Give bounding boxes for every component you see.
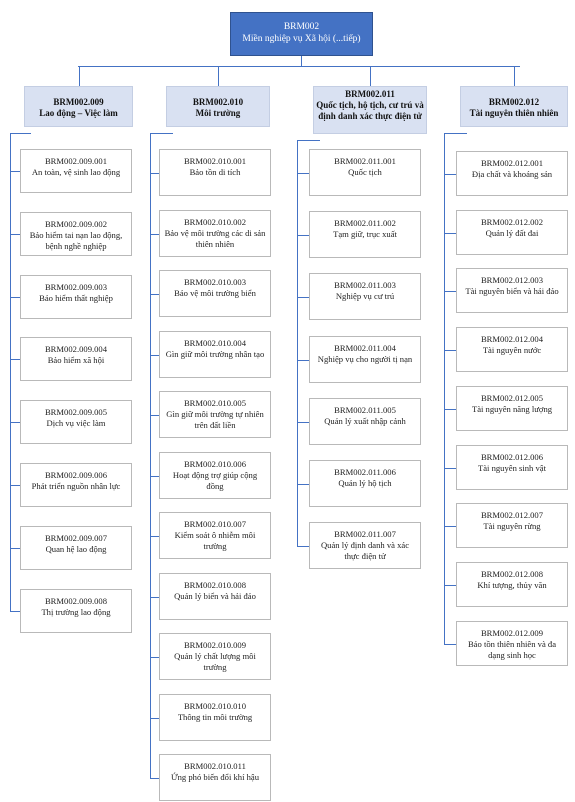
item-title: Tài nguyên rừng	[483, 521, 541, 531]
connector-line	[150, 355, 159, 356]
item-title: Dịch vụ việc làm	[46, 418, 106, 428]
item-code: BRM002.012.003	[480, 275, 544, 285]
connector-line	[150, 718, 159, 719]
item-title: Khí tượng, thủy văn	[477, 580, 547, 590]
connector-line	[150, 536, 159, 537]
item-title: Tài nguyên năng lượng	[471, 404, 553, 414]
connector-line	[10, 485, 20, 486]
list-item	[456, 151, 568, 196]
item-code: BRM002.010.002	[183, 217, 247, 227]
item-title: Quản lý đất đai	[485, 228, 539, 238]
connector-line	[297, 235, 309, 236]
list-item	[159, 694, 271, 741]
connector-line	[150, 173, 159, 174]
connector-line	[444, 133, 467, 134]
item-code: BRM002.009.002	[44, 219, 108, 229]
list-item	[159, 573, 271, 620]
item-code: BRM002.009.005	[44, 407, 108, 417]
list-item	[456, 503, 568, 548]
item-code: BRM002.010.007	[183, 519, 247, 529]
item-title: Gìn giữ môi trường tự nhiên trên đất liền	[166, 409, 264, 430]
item-title: Địa chất và khoáng sản	[471, 169, 553, 179]
item-title: Thông tin môi trường	[177, 712, 253, 722]
connector-line	[150, 657, 159, 658]
item-title: Gìn giữ môi trường nhân tạo	[165, 349, 265, 359]
list-item	[20, 337, 132, 381]
item-code: BRM002.011.007	[334, 529, 396, 539]
connector-line	[301, 56, 302, 66]
list-item	[159, 633, 271, 680]
list-item	[159, 452, 271, 499]
item-title: Bảo tồn thiên nhiên và đa dạng sinh học	[467, 639, 557, 660]
list-item	[456, 386, 568, 431]
root-node	[230, 12, 373, 56]
item-code: BRM002.011.005	[334, 405, 396, 415]
connector-line	[150, 415, 159, 416]
connector-line	[444, 291, 456, 292]
connector-line	[10, 234, 20, 235]
item-code: BRM002.009.004	[44, 344, 108, 354]
connector-line	[297, 140, 320, 141]
connector-line	[444, 644, 456, 645]
list-item	[159, 149, 271, 196]
list-item	[20, 149, 132, 193]
item-code: BRM002.009.001	[44, 156, 108, 166]
connector-line	[10, 359, 20, 360]
item-title: Bảo tồn di tích	[189, 167, 241, 177]
item-title: Quản lý biển và hải đảo	[174, 591, 256, 601]
item-code: BRM002.009.006	[44, 470, 108, 480]
item-code: BRM002.010.001	[183, 156, 247, 166]
list-item	[159, 391, 271, 438]
item-code: BRM002.009.003	[44, 282, 108, 292]
list-item	[20, 400, 132, 444]
connector-line	[150, 133, 173, 134]
item-title: Hoạt động trợ giúp cộng đồng	[172, 470, 258, 491]
connector-line	[297, 360, 309, 361]
connector-line	[150, 476, 159, 477]
connector-line	[297, 422, 309, 423]
connector-line	[444, 409, 456, 410]
list-item	[20, 589, 132, 633]
list-item	[20, 275, 132, 319]
connector-line	[444, 526, 456, 527]
category-node	[24, 86, 133, 127]
item-code: BRM002.010.004	[183, 338, 247, 348]
category-title: Môi trường	[195, 108, 241, 118]
connector-line	[297, 297, 309, 298]
item-code: BRM002.011.002	[334, 218, 396, 228]
connector-line	[297, 140, 298, 547]
category-code: BRM002.010	[192, 97, 244, 107]
connector-line	[10, 548, 20, 549]
item-title: Nghiệp vụ cho người tị nạn	[317, 354, 413, 364]
item-title: Nghiệp vụ cư trú	[335, 291, 395, 301]
item-code: BRM002.012.008	[480, 569, 544, 579]
connector-line	[444, 468, 456, 469]
connector-line	[10, 611, 20, 612]
item-code: BRM002.012.007	[480, 510, 544, 520]
item-title: Ứng phó biến đổi khí hậu	[170, 772, 260, 782]
category-code: BRM002.012	[488, 97, 540, 107]
connector-line	[150, 778, 159, 779]
list-item	[456, 445, 568, 490]
connector-line	[150, 597, 159, 598]
connector-line	[297, 546, 309, 547]
list-item	[159, 754, 271, 801]
list-item	[309, 460, 421, 507]
list-item	[159, 512, 271, 559]
connector-line	[444, 350, 456, 351]
item-code: BRM002.010.005	[183, 398, 247, 408]
list-item	[309, 149, 421, 196]
category-title: Tài nguyên thiên nhiên	[469, 108, 559, 118]
connector-line	[10, 133, 31, 134]
list-item	[20, 463, 132, 507]
item-title: Bảo hiểm tai nạn lao động, bệnh nghề nghiệp	[29, 230, 123, 251]
item-code: BRM002.012.005	[480, 393, 544, 403]
item-code: BRM002.010.009	[183, 640, 247, 650]
connector-line	[514, 66, 515, 86]
item-code: BRM002.010.003	[183, 277, 247, 287]
item-code: BRM002.010.011	[184, 761, 246, 771]
connector-line	[150, 133, 151, 779]
connector-line	[444, 585, 456, 586]
list-item	[456, 268, 568, 313]
item-title: Quản lý định danh và xác thực điện tử	[320, 540, 410, 561]
root-code: BRM002	[283, 22, 320, 32]
list-item	[20, 526, 132, 570]
item-code: BRM002.010.006	[183, 459, 247, 469]
item-title: Thị trường lao động	[41, 607, 111, 617]
item-code: BRM002.012.004	[480, 334, 544, 344]
list-item	[159, 270, 271, 317]
item-title: Tài nguyên sinh vật	[477, 463, 547, 473]
connector-line	[10, 171, 20, 172]
root-title: Miền nghiệp vụ Xã hội (...tiếp)	[242, 34, 361, 44]
category-node	[313, 86, 427, 134]
list-item	[159, 210, 271, 257]
list-item	[309, 398, 421, 445]
category-code: BRM002.009	[53, 97, 104, 107]
connector-line	[10, 297, 20, 298]
connector-line	[150, 234, 159, 235]
item-code: BRM002.010.010	[183, 701, 247, 711]
connector-line	[444, 174, 456, 175]
list-item	[456, 210, 568, 255]
connector-line	[10, 422, 20, 423]
item-title: Quản lý hộ tịch	[338, 478, 392, 488]
category-node	[460, 86, 568, 127]
list-item	[309, 273, 421, 320]
item-title: Bảo vệ môi trường các di sản thiên nhiên	[164, 228, 266, 249]
list-item	[456, 327, 568, 372]
connector-line	[297, 173, 309, 174]
item-title: Bảo hiểm thất nghiệp	[39, 293, 113, 303]
item-code: BRM002.011.006	[334, 467, 396, 477]
item-code: BRM002.011.004	[334, 343, 396, 353]
item-code: BRM002.012.006	[480, 452, 544, 462]
item-code: BRM002.009.008	[44, 596, 108, 606]
item-title: Tạm giữ, trục xuất	[333, 229, 397, 239]
list-item	[159, 331, 271, 378]
item-title: Quốc tịch	[348, 167, 382, 177]
item-code: BRM002.011.001	[334, 156, 396, 166]
category-title: Quốc tịch, hộ tịch, cư trú và định danh xác thực điện tử	[316, 100, 424, 121]
list-item	[309, 336, 421, 383]
list-item	[456, 562, 568, 607]
item-title: Kiểm soát ô nhiễm môi trường	[174, 530, 256, 551]
list-item	[456, 621, 568, 666]
item-title: Tài nguyên biển và hải đảo	[465, 286, 559, 296]
connector-line	[218, 66, 219, 86]
connector-line	[78, 66, 520, 67]
list-item	[20, 212, 132, 256]
connector-line	[297, 484, 309, 485]
item-code: BRM002.012.009	[480, 628, 544, 638]
connector-line	[444, 233, 456, 234]
item-title: Quản lý xuất nhập cảnh	[324, 416, 406, 426]
item-code: BRM002.012.002	[480, 217, 544, 227]
connector-line	[79, 66, 80, 86]
item-title: Bảo hiểm xã hội	[47, 355, 105, 365]
item-code: BRM002.011.003	[334, 280, 396, 290]
item-title: Quan hệ lao động	[45, 544, 107, 554]
item-code: BRM002.010.008	[183, 580, 247, 590]
item-title: Tài nguyên nước	[482, 345, 542, 355]
list-item	[309, 211, 421, 258]
category-node	[166, 86, 270, 127]
category-code: BRM002.011	[345, 89, 395, 99]
connector-line	[444, 133, 445, 645]
connector-line	[370, 66, 371, 86]
item-title: Phát triển nguồn nhân lực	[31, 481, 121, 491]
item-title: An toàn, vệ sinh lao động	[31, 167, 121, 177]
item-code: BRM002.012.001	[480, 158, 544, 168]
item-code: BRM002.009.007	[44, 533, 108, 543]
list-item	[309, 522, 421, 569]
connector-line	[150, 294, 159, 295]
category-title: Lao động – Việc làm	[39, 108, 118, 118]
item-title: Bảo vệ môi trường biển	[174, 288, 256, 298]
connector-line	[10, 133, 11, 612]
item-title: Quản lý chất lượng môi trường	[174, 651, 256, 672]
